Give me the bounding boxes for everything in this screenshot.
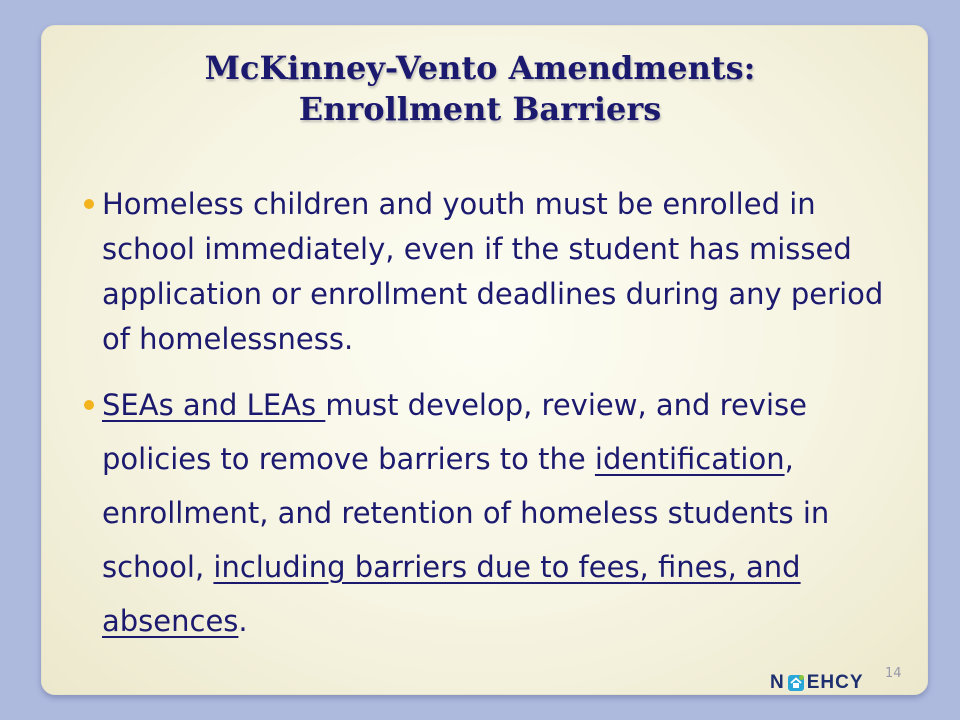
bullet-text-segment: , enrollment, and retention of homeless students in school, <box>102 442 830 584</box>
bullet-text-segment: must develop, review, and revise policies to remove barriers to the <box>102 388 807 476</box>
slide-title <box>0 48 960 130</box>
page-number: 14 <box>885 666 902 681</box>
nchey-logo <box>770 672 864 694</box>
bullet-dot-icon <box>84 400 94 410</box>
underlined-text-barriers: including barriers due to fees, fines, and absences <box>102 550 801 638</box>
bullet-text: Homeless children and youth must be enrolled in school immediately, even if the student has missed application or enrollment deadlines during any period of homelessness. <box>102 187 884 356</box>
slide-title-line-2: Enrollment Barriers <box>298 90 662 128</box>
underlined-text-seas-leas: SEAs and LEAs <box>102 388 326 422</box>
logo-text-right: EHCY <box>806 672 864 693</box>
bullet-dot-icon <box>84 199 94 209</box>
slide-title-line-1: McKinney-Vento Amendments: <box>204 49 756 87</box>
bullet-text-segment: . <box>238 604 248 638</box>
underlined-text-identification: identification <box>594 442 785 476</box>
logo-text-left: N <box>770 672 785 693</box>
bullet-item-immediate-enrollment <box>78 182 898 362</box>
bullet-item-policy-revision <box>78 378 898 648</box>
house-icon <box>787 674 805 692</box>
bullet-list <box>78 182 898 648</box>
